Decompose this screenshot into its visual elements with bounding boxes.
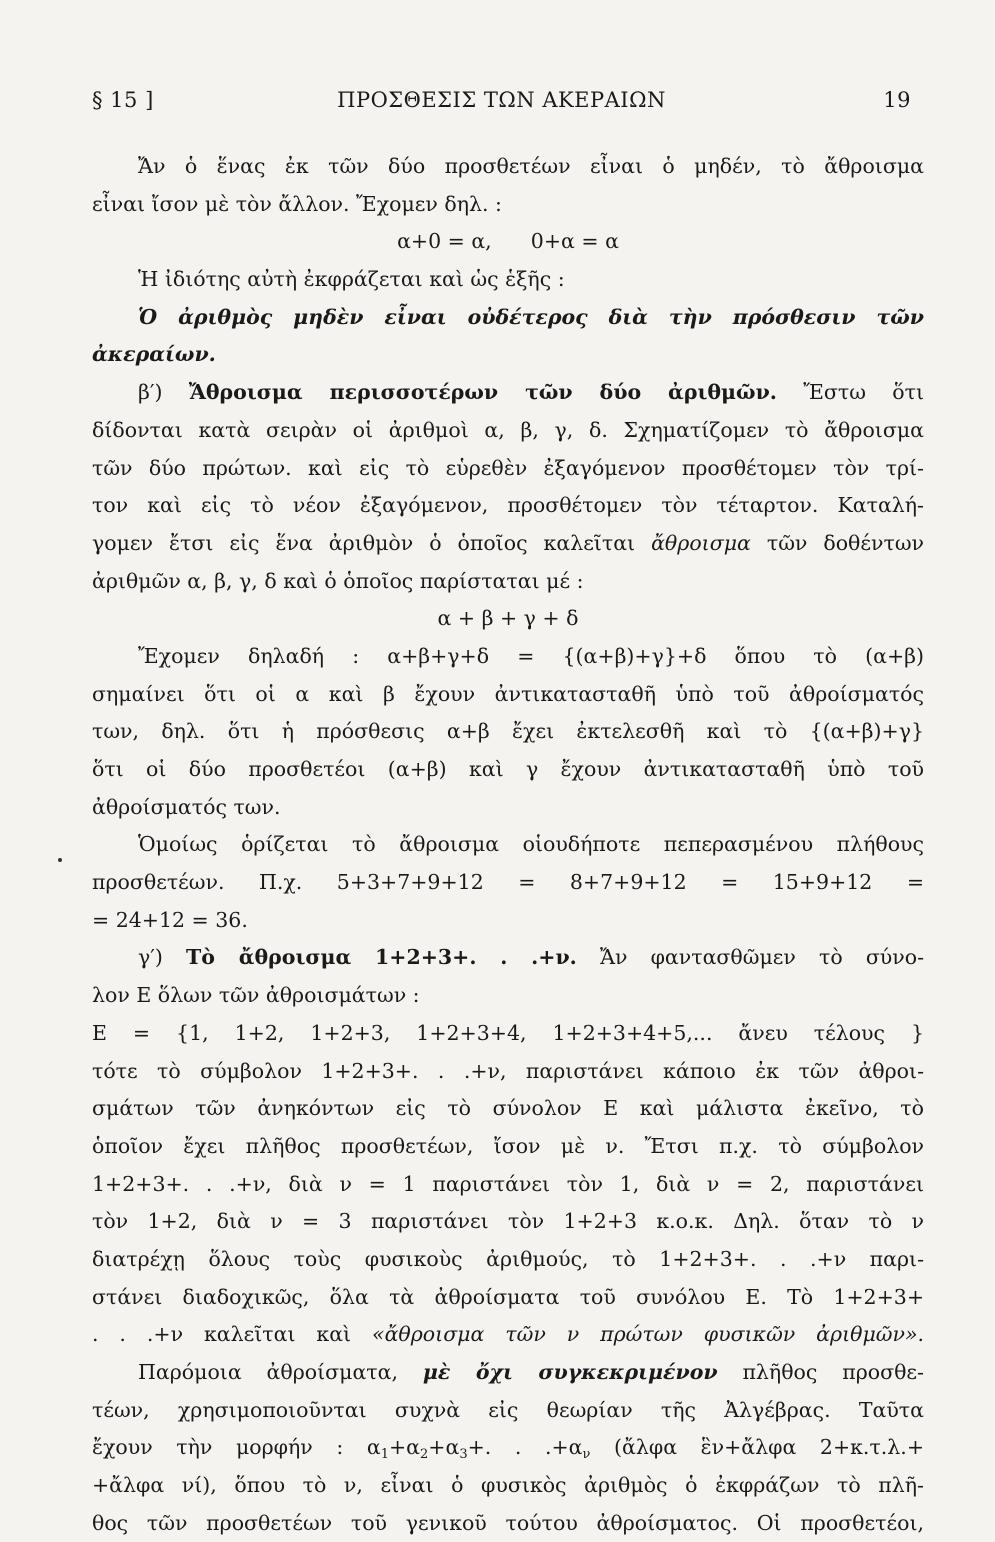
margin-dot [58, 858, 62, 862]
text-line: ἀριθμῶν α, β, γ, δ καὶ ὁ ὁποῖος παρίσταται μέ : [92, 568, 584, 593]
text-line: θος τῶν προσθετέων τοῦ γενικοῦ τούτου ἀθροίσματος. Οἱ προσθετέοι, [92, 1510, 924, 1535]
text-line: διατρέχῃ ὅλους τοὺς φυσικοὺς ἀριθμούς, τὸ 1+2+3+. . .+ν παρι- [92, 1246, 924, 1271]
text-line: τὸν 1+2, διὰ ν = 3 παριστάνει τὸν 1+2+3 κ.ο.κ. Δηλ. ὅταν τὸ ν [92, 1209, 924, 1234]
section-marker: § 15 ] [92, 88, 154, 112]
subsection-heading-line: γ′) Τὸ ἄθροισμα 1+2+3+. . .+ν. Ἄν φαντασθῶμεν τὸ σύνο- [138, 945, 924, 970]
text-line: . . .+ν καλεῖται καὶ «ἄθροισμα τῶν ν πρώτων φυσικῶν ἀριθμῶν». [92, 1322, 924, 1347]
theorem-line: ἀκεραίων. [92, 342, 216, 367]
text-line: σημαίνει ὅτι οἱ α καὶ β ἔχουν ἀντικατασταθῆ ὑπὸ τοῦ ἀθροίσματός [92, 681, 924, 706]
page-body [92, 148, 924, 1542]
formula-line: ἔχουν τὴν μορφήν : $\alpha_1+\alpha_2+\alpha_3+$. . $.+\alpha_\nu$ (ἄλφα ἓν+ἄλφα 2+κ.τ.λ.+ [92, 1435, 924, 1463]
text-line: Ἔχομεν δηλαδή : α+β+γ+δ = {(α+β)+γ}+δ ὅπου τὸ (α+β) [138, 643, 924, 668]
text-line: γομεν ἔτσι εἰς ἕνα ἀριθμὸν ὁ ὁποῖος καλεῖται ἄθροισμα τῶν δοθέντων [92, 530, 924, 555]
text-line: τῶν δύο πρώτων. καὶ εἰς τὸ εὑρεθὲν ἐξαγόμενον προσθέτομεν τὸν τρί- [92, 455, 924, 480]
text-line: 1+2+3+. . .+ν, διὰ ν = 1 παριστάνει τὸν 1, διὰ ν = 2, παριστάνει [92, 1171, 924, 1196]
text-line: Ὁμοίως ὁρίζεται τὸ ἄθροισμα οἱουδήποτε πεπερασμένου πλήθους [138, 832, 924, 857]
text-line: Ἡ ἰδιότης αὐτὴ ἐκφράζεται καὶ ὡς ἑξῆς : [138, 267, 565, 292]
text-line: = 24+12 = 36. [92, 907, 248, 932]
text-line: σμάτων τῶν ἀνηκόντων εἰς τὸ σύνολον Ε καὶ μάλιστα ἐκεῖνο, τὸ [92, 1096, 924, 1121]
page-header [92, 88, 911, 120]
text-line: λον Ε ὅλων τῶν ἀθροισμάτων : [92, 983, 420, 1008]
text-line: των, δηλ. ὅτι ἡ πρόσθεσις α+β ἔχει ἐκτελεσθῆ καὶ τὸ {(α+β)+γ} [92, 719, 924, 744]
subsection-heading-line: β′) Ἄθροισμα περισσοτέρων τῶν δύο ἀριθμῶν. Ἔστω ὅτι [138, 380, 924, 405]
text-line: εἶναι ἴσον μὲ τὸν ἄλλον. Ἔχομεν δηλ. : [92, 191, 502, 216]
text-line: Παρόμοια ἀθροίσματα, μὲ ὄχι συγκεκριμένον πλῆθος προσθε- [138, 1360, 924, 1384]
text-line: +ἄλφα νί), ὅπου τὸ ν, εἶναι ὁ φυσικὸς ἀριθμὸς ὁ ἐκφράζων τὸ πλῆ- [92, 1473, 924, 1498]
formula-line: α+0 = α, 0+α = α [397, 229, 619, 254]
text-line: ὁποῖον ἔχει πλῆθος προσθετέων, ἴσον μὲ ν. Ἔτσι π.χ. τὸ σύμβολον [92, 1133, 924, 1158]
text-line: τέων, χρησιμοποιοῦνται συχνὰ εἰς θεωρίαν τῆς Ἀλγέβρας. Ταῦτα [92, 1397, 924, 1422]
text-line: στάνει διαδοχικῶς, ὅλα τὰ ἀθροίσματα τοῦ συνόλου Ε. Τὸ 1+2+3+ [92, 1284, 924, 1309]
text-line: ὅτι οἱ δύο προσθετέοι (α+β) καὶ γ ἔχουν ἀντικατασταθῆ ὑπὸ τοῦ [92, 757, 924, 781]
formula-line: Ε = {1, 1+2, 1+2+3, 1+2+3+4, 1+2+3+4+5,... ἄνευ τέλους } [92, 1020, 924, 1045]
text-line: Ἄν ὁ ἕνας ἐκ τῶν δύο προσθετέων εἶναι ὁ μηδέν, τὸ ἄθροισμα [138, 154, 924, 178]
page-number: 19 [883, 88, 911, 112]
formula-line: α + β + γ + δ [437, 606, 579, 631]
running-title: ΠΡΟΣΘΕΣΙΣ ΤΩΝ ΑΚΕΡΑΙΩΝ [337, 88, 666, 112]
text-line: τον καὶ εἰς τὸ νέον ἐξαγόμενον, προσθέτομεν τὸν τέταρτον. Καταλή- [92, 493, 924, 518]
text-line: προσθετέων. Π.χ. 5+3+7+9+12 = 8+7+9+12 = 15+9+12 = [92, 870, 924, 895]
text-line: δίδονται κατὰ σειρὰν οἱ ἀριθμοὶ α, β, γ, δ. Σχηματίζομεν τὸ ἄθροισμα [92, 417, 924, 442]
text-line: ἀθροίσματός των. [92, 794, 281, 819]
theorem-line: Ὁ ἀριθμὸς μηδὲν εἶναι οὐδέτερος διὰ τὴν πρόσθεσιν τῶν [138, 304, 924, 329]
text-line: τότε τὸ σύμβολον 1+2+3+. . .+ν, παριστάνει κάποιο ἐκ τῶν ἀθροι- [92, 1058, 924, 1083]
